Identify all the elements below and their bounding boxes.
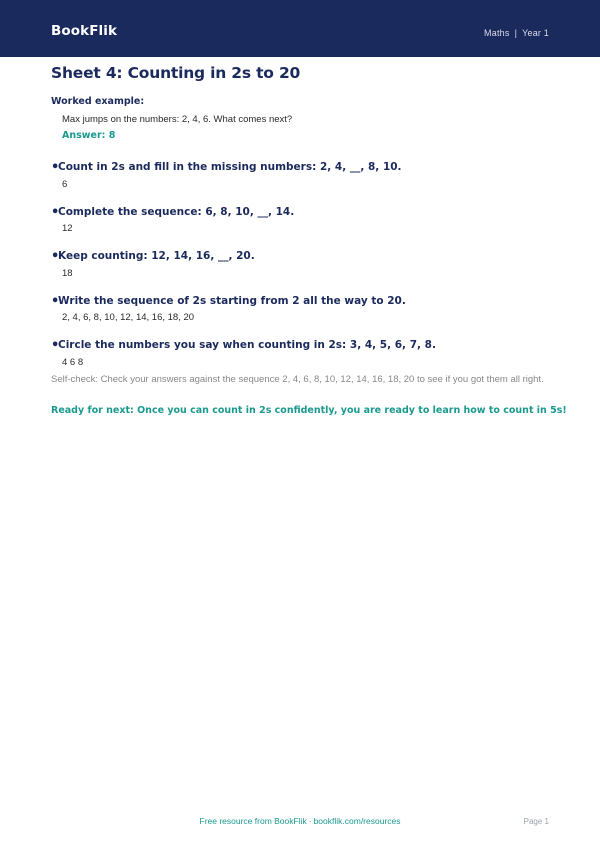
worked-example-answer: Answer: 8 xyxy=(62,130,116,141)
answer-5: 4 6 8 xyxy=(62,357,84,368)
question-2 xyxy=(51,206,294,218)
year-label: Year 1 xyxy=(522,28,549,38)
brand-logo[interactable]: BookFlik xyxy=(51,23,118,39)
header-meta xyxy=(484,28,549,38)
question-3 xyxy=(51,250,255,262)
bullet-icon: • xyxy=(51,294,60,309)
bullet-icon: • xyxy=(51,205,60,220)
question-text: Count in 2s and fill in the missing numbers: 2, 4, __, 8, 10. xyxy=(58,161,402,173)
page-title: Sheet 4: Counting in 2s to 20 xyxy=(51,64,301,82)
footer-source-text: Free resource from BookFlik xyxy=(199,816,307,826)
question-text: Write the sequence of 2s starting from 2 all the way to 20. xyxy=(58,295,406,307)
question-text: Keep counting: 12, 14, 16, __, 20. xyxy=(58,250,255,262)
bullet-icon: • xyxy=(51,160,60,175)
question-text: Circle the numbers you say when counting in 2s: 3, 4, 5, 6, 7, 8. xyxy=(58,339,436,351)
page-number: Page 1 xyxy=(523,817,549,826)
answer-3: 18 xyxy=(62,268,73,279)
question-5 xyxy=(51,339,436,351)
bullet-icon: • xyxy=(51,338,60,353)
answer-4: 2, 4, 6, 8, 10, 12, 14, 16, 18, 20 xyxy=(62,312,195,323)
question-4 xyxy=(51,295,406,307)
footer-source[interactable] xyxy=(0,816,600,826)
bullet-icon: • xyxy=(51,249,60,264)
worked-example-label: Worked example: xyxy=(51,96,145,107)
footer-url[interactable]: bookflik.com/resources xyxy=(313,816,401,826)
header-separator: | xyxy=(514,28,518,38)
worked-example-text: Max jumps on the numbers: 2, 4, 6. What comes next? xyxy=(62,114,293,125)
footer-dot: · xyxy=(308,816,312,826)
answer-2: 12 xyxy=(62,223,73,234)
subject-label: Maths xyxy=(484,28,510,38)
page-header xyxy=(0,0,600,57)
question-1 xyxy=(51,161,402,173)
question-text: Complete the sequence: 6, 8, 10, __, 14. xyxy=(58,206,295,218)
self-check-note: Self-check: Check your answers against the sequence 2, 4, 6, 8, 10, 12, 14, 16, 18, 20 to see if you got them all right. xyxy=(51,374,544,385)
ready-next-note: Ready for next: Once you can count in 2s confidently, you are ready to learn how to count in 5s! xyxy=(51,405,567,416)
answer-1: 6 xyxy=(62,179,68,190)
